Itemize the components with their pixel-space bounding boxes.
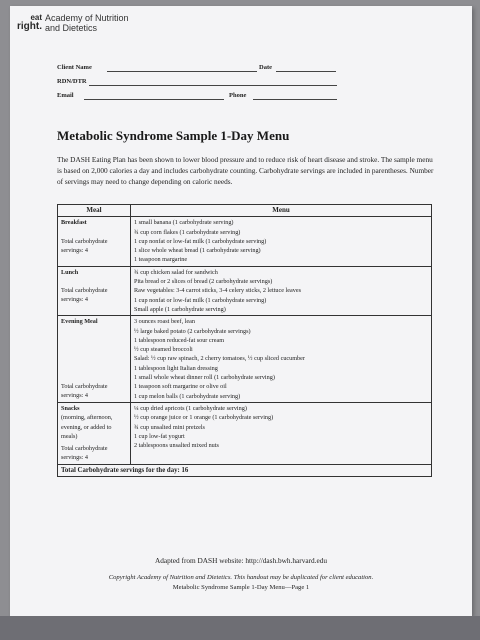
- menu-item: ½ large baked potato (2 carbohydrate servings): [134, 327, 251, 335]
- field-row-email: [57, 89, 357, 103]
- menu-item: 1 teaspoon margarine: [134, 256, 188, 264]
- rdn-dtr-label: RDN/DTR: [57, 78, 87, 85]
- meal-name: Lunch: [61, 268, 79, 276]
- copyright-notice: Copyright Academy of Nutrition and Dietetics. This handout may be duplicated for client education.: [108, 574, 374, 581]
- meal-carb-total: Total carbohydrate servings: 4: [61, 287, 108, 304]
- menu-cell: [131, 266, 432, 315]
- meal-name: Snacks: [61, 404, 80, 412]
- menu-item: ¾ cup chicken salad for sandwich: [134, 268, 218, 276]
- rdn-dtr-line[interactable]: [89, 85, 337, 86]
- meal-name: Breakfast: [61, 219, 87, 227]
- page-footer: Metabolic Syndrome Sample 1-Day Menu—Page 1: [172, 584, 310, 591]
- meal-column-header: Meal: [58, 205, 131, 217]
- meal-carb-total: Total carbohydrate servings: 4: [61, 237, 108, 254]
- table-surface: [0, 616, 480, 640]
- client-fields: [57, 61, 357, 103]
- meal-cell: [58, 217, 131, 266]
- menu-item: ½ cup orange juice or 1 orange (1 carbohydrate serving): [134, 414, 274, 422]
- menu-item: 1 small banana (1 carbohydrate serving): [134, 219, 234, 227]
- table-header-row: [58, 205, 432, 217]
- menu-item: 1 tablespoon reduced-fat sour cream: [134, 336, 225, 344]
- intro-paragraph: The DASH Eating Plan has been shown to lower blood pressure and to reduce risk of heart disease and stroke. The sample menu is based on 2,000 calories a day and includes carbohydrate counting. Carbohydrate servings are included in parentheses. Number of servings may need to change depending on caloric needs.: [57, 155, 434, 187]
- menu-item: ¾ cup unsalted mini pretzels: [134, 423, 205, 431]
- menu-item: 1 teaspoon soft margarine or olive oil: [134, 383, 227, 391]
- table-row-lunch: [58, 266, 432, 315]
- meal-cell: [58, 316, 131, 403]
- menu-item: 1 cup nonfat or low-fat milk (1 carbohydrate serving): [134, 296, 267, 304]
- table-row-snacks: [58, 402, 432, 464]
- client-name-label: Client Name: [57, 64, 92, 71]
- phone-label: Phone: [229, 92, 247, 99]
- menu-item: Salad: ½ cup raw spinach, 2 cherry tomatoes, ½ cup sliced cucumber: [134, 355, 305, 363]
- menu-item: 1 tablespoon light Italian dressing: [134, 364, 218, 372]
- meal-carb-total: Total carbohydrate servings: 4: [61, 382, 108, 399]
- menu-item: ¼ cup dried apricots (1 carbohydrate serving): [134, 404, 247, 412]
- menu-table: [57, 204, 432, 477]
- page-title: Metabolic Syndrome Sample 1-Day Menu: [57, 128, 290, 143]
- menu-item: 1 small whole wheat dinner roll (1 carbohydrate serving): [134, 374, 275, 382]
- email-label: Email: [57, 92, 74, 99]
- menu-item: 2 tablespoons unsalted mixed nuts: [134, 442, 219, 450]
- menu-column-header: Menu: [131, 205, 432, 217]
- meal-cell: [58, 402, 131, 464]
- eat-right-logo-mark: eat right.: [17, 13, 42, 32]
- menu-item: Raw vegetables: 3-4 carrot sticks, 3-4 celery sticks, 2 lettuce leaves: [134, 287, 302, 295]
- meal-cell: [58, 266, 131, 315]
- client-name-line[interactable]: [107, 71, 257, 72]
- daily-carb-total: Total Carbohydrate servings for the day: 16: [58, 464, 432, 476]
- menu-item: Pita bread or 2 slices of bread (2 carbohydrate servings): [134, 278, 273, 286]
- meal-timing-note: (morning, afternoon, evening, or added to meals): [61, 414, 113, 440]
- meal-carb-total: Total carbohydrate servings: 4: [61, 445, 108, 462]
- menu-item: ¾ cup corn flakes (1 carbohydrate serving): [134, 228, 241, 236]
- table-row-evening-meal: [58, 316, 432, 403]
- menu-item: 1 cup nonfat or low-fat milk (1 carbohydrate serving): [134, 237, 267, 245]
- menu-item: ½ cup steamed broccoli: [134, 346, 193, 354]
- menu-item: Small apple (1 carbohydrate serving): [134, 305, 226, 313]
- menu-item: 1 cup low-fat yogurt: [134, 432, 185, 440]
- phone-line[interactable]: [253, 99, 337, 100]
- date-label: Date: [259, 64, 272, 71]
- menu-cell: [131, 217, 432, 266]
- menu-cell: [131, 402, 432, 464]
- menu-item: 1 cup melon balls (1 carbohydrate serving): [134, 392, 241, 400]
- handout-page: [10, 6, 472, 616]
- menu-item: 3 ounces roast beef, lean: [134, 318, 195, 326]
- date-line[interactable]: [276, 71, 336, 72]
- field-row-rdn: [57, 75, 357, 89]
- menu-item: 1 slice whole wheat bread (1 carbohydrate serving): [134, 247, 261, 255]
- academy-logo-text: Academy of Nutrition and Dietetics: [45, 13, 129, 33]
- field-row-client: [57, 61, 357, 75]
- source-attribution: Adapted from DASH website: http://dash.bwh.harvard.edu: [154, 556, 328, 565]
- table-row-breakfast: [58, 217, 432, 266]
- table-row-total: [58, 464, 432, 476]
- menu-cell: [131, 316, 432, 403]
- meal-name: Evening Meal: [61, 318, 98, 326]
- email-line[interactable]: [84, 99, 224, 100]
